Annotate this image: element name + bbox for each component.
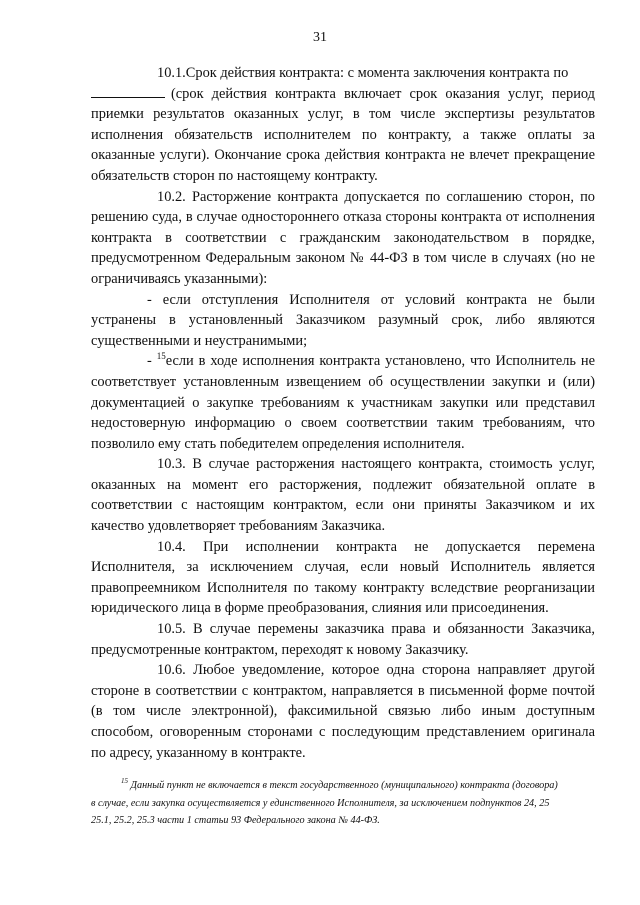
clause-10-1 bbox=[91, 63, 595, 187]
clause-10-3: 10.3. В случае расторжения настоящего контракта, стоимость услуг, оказанных на момент его расторжения, подлежит обязательной оплате в соответствии с настоящим контрактом, если они приняты Заказчиком и их качество удовлетворяет требованиям Заказчика. bbox=[91, 456, 595, 535]
clause-10-2-item-2 bbox=[91, 351, 595, 454]
page-number: 31 bbox=[313, 30, 327, 45]
clause-10-5: 10.5. В случае перемены заказчика права и обязанности Заказчика, предусмотренные контрактом, переходят к новому Заказчику. bbox=[91, 621, 595, 658]
footnote-block bbox=[91, 777, 595, 830]
footnote-15-line-2: в случае, если закупка осуществляется у единственного Исполнителя, за исключением подпунктов 24, 25 bbox=[91, 797, 550, 809]
footnote-ref-15: 15 bbox=[156, 351, 166, 362]
footnote-15-line-3: 25.1, 25.2, 25.3 части 1 статьи 93 Федерального закона № 44-ФЗ. bbox=[91, 815, 380, 826]
clause-10-1-start: 10.1.Срок действия контракта: с момента заключения контракта по bbox=[157, 65, 569, 81]
clause-10-2-item-1: - если отступления Исполнителя от условий контракта не были устранены в установленный Заказчиком разумный срок, либо являются существенными и неустранимыми; bbox=[91, 291, 595, 349]
clause-10-4: 10.4. При исполнении контракта не допускается перемена Исполнителя, за исключением случая, если новый Исполнитель является правопреемником Исполнителя по такому контракту вследствие реорганизации юридического лица в форме преобразования, слияния или присоединения. bbox=[91, 538, 595, 617]
clause-10-1-rest: (срок действия контракта включает срок оказания услуг, период приемки результатов оказанных услуг, в том числе экспертизы результатов исполнения обязательств исполнителем по контракту, а также оплаты за оказанные услуги). Окончание срока действия контракта не влечет прекращение обязательств сторон по настоящему контракту. bbox=[91, 85, 595, 184]
contract-section-10 bbox=[91, 63, 595, 763]
item-2-text: если в ходе исполнения контракта установлено, что Исполнитель не соответствует установленным извещением об осуществлении закупки и (или) документацией о закупке требованиям к участникам закупки или представил недостоверную информацию о своем соответствии таким требованиям, что позволило ему стать победителем определения исполнителя. bbox=[91, 353, 595, 452]
footnote-15-line-1 bbox=[91, 777, 595, 795]
blank-date-field bbox=[91, 85, 165, 98]
footnote-marker: 15 bbox=[121, 777, 128, 785]
clause-10-2: 10.2. Расторжение контракта допускается по соглашению сторон, по решению суда, в случае одностороннего отказа стороны контракта от исполнения контракта в соответствии с гражданским законодательством в порядке, предусмотренном Федеральным законом № 44-ФЗ в том числе в случаях (но не ограничиваясь указанными): bbox=[91, 188, 595, 287]
item-2-dash: - bbox=[147, 353, 157, 370]
clause-10-6: 10.6. Любое уведомление, которое одна сторона направляет другой стороне в соответствии с контрактом, направляется в письменной форме почтой (в том числе электронной), факсимильной связью либо иным доступным способом, оговоренным сторонами с последующим представлением оригинала по адресу, указанному в контракте. bbox=[91, 662, 595, 761]
footnote-text-1: Данный пункт не включается в текст государственного (муниципального) контракта (договора) bbox=[130, 780, 558, 791]
